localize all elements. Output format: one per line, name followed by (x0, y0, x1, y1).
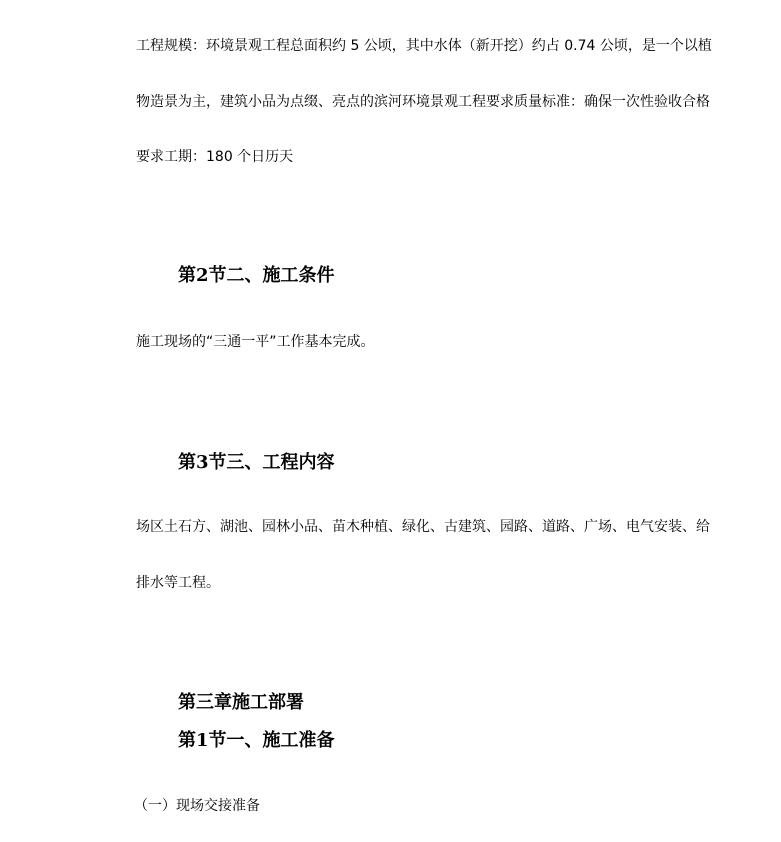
chapter-3-section-1-heading: 第1节一、施工准备 (178, 730, 335, 751)
intro-paragraph-line-1: 工程规模：环境景观工程总面积约 5 公顷，其中水体（新开挖）约占 0.74 公顷，是一个以植 (136, 38, 712, 54)
intro-paragraph-line-3: 要求工期：180 个日历天 (136, 149, 294, 165)
intro-paragraph-line-2: 物造景为主，建筑小品为点缀、亮点的滨河环境景观工程要求质量标准：确保一次性验收合格 (136, 94, 710, 110)
section-3-paragraph-line-1: 场区土石方、湖池、园林小品、苗木种植、绿化、古建筑、园路、道路、广场、电气安装、给 (136, 519, 710, 535)
section-2-paragraph: 施工现场的“三通一平”工作基本完成。 (136, 334, 375, 350)
chapter-3-heading: 第三章施工部署 (178, 692, 304, 713)
list-item-site-handover: （一）现场交接准备 (134, 798, 260, 814)
section-3-paragraph-line-2: 排水等工程。 (136, 575, 220, 591)
section-3-heading: 第3节三、工程内容 (178, 452, 335, 473)
section-2-heading: 第2节二、施工条件 (178, 265, 335, 286)
